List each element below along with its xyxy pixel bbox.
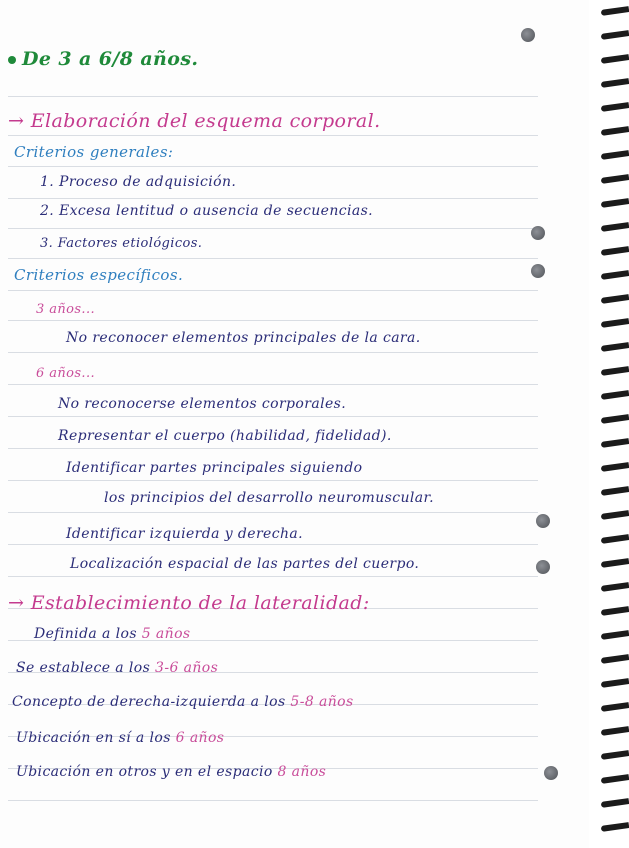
ruled-line — [8, 198, 538, 199]
punch-hole — [531, 264, 545, 278]
coil-icon — [601, 270, 629, 280]
coil-icon — [601, 342, 629, 352]
list-item: Representar el cuerpo (habilidad, fidelidad). — [58, 428, 392, 444]
list-item: 1. Proceso de adquisición. — [40, 174, 237, 190]
coil-icon — [601, 174, 629, 184]
punch-hole — [531, 226, 545, 240]
ruled-line — [8, 512, 538, 513]
coil-icon — [601, 654, 629, 664]
page-title: De 3 a 6/8 años. — [8, 48, 198, 70]
list-item: Se establece a los 3-6 años — [16, 660, 219, 676]
age-highlight: 8 años — [277, 764, 327, 780]
coil-icon — [601, 78, 629, 88]
list-item: los principios del desarrollo neuromuscular. — [104, 490, 434, 506]
coil-icon — [601, 54, 629, 64]
coil-icon — [601, 510, 629, 520]
ruled-line — [8, 448, 538, 449]
ruled-line — [8, 258, 538, 259]
coil-icon — [601, 294, 629, 304]
list-item: Ubicación en otros y en el espacio 8 años — [16, 764, 327, 780]
punch-hole — [521, 28, 535, 42]
section-heading: → Elaboración del esquema corporal. — [8, 110, 381, 132]
list-item: Ubicación en sí a los 6 años — [16, 730, 225, 746]
coil-icon — [601, 198, 629, 208]
coil-icon — [601, 390, 629, 400]
list-item: Identificar partes principales siguiendo — [66, 460, 363, 476]
criterios-generales-label: Criterios generales: — [14, 143, 174, 161]
ruled-line — [8, 544, 538, 545]
coil-icon — [601, 222, 629, 232]
coil-icon — [601, 438, 629, 448]
ruled-line — [8, 290, 538, 291]
age-highlight: 5-8 años — [290, 694, 354, 710]
list-item: 2. Excesa lentitud o ausencia de secuencias. — [40, 203, 374, 219]
coil-icon — [601, 30, 629, 40]
ruled-line — [8, 384, 538, 385]
section-heading: → Establecimiento de la lateralidad: — [8, 592, 370, 614]
coil-icon — [601, 150, 629, 160]
punch-hole — [536, 514, 550, 528]
list-item: No reconocer elementos principales de la cara. — [66, 330, 421, 346]
coil-icon — [601, 630, 629, 640]
ruled-line — [8, 96, 538, 97]
age-highlight: 3-6 años — [155, 660, 219, 676]
coil-icon — [601, 726, 629, 736]
ruled-line — [8, 320, 538, 321]
coil-icon — [601, 798, 629, 808]
coil-icon — [601, 702, 629, 712]
age-highlight: 6 años — [175, 730, 225, 746]
age-label: 3 años... — [36, 302, 96, 317]
punch-hole — [544, 766, 558, 780]
ruled-line — [8, 352, 538, 353]
criterios-especificos-label: Criterios específicos. — [14, 266, 184, 284]
list-item: Definida a los 5 años — [34, 626, 191, 642]
coil-icon — [601, 318, 629, 328]
list-item: No reconocerse elementos corporales. — [58, 396, 347, 412]
spiral-binding — [589, 0, 629, 848]
list-item: Concepto de derecha-izquierda a los 5-8 años — [12, 694, 354, 710]
coil-icon — [601, 462, 629, 472]
coil-icon — [601, 366, 629, 376]
ruled-line — [8, 480, 538, 481]
coil-icon — [601, 822, 629, 832]
coil-icon — [601, 486, 629, 496]
coil-icon — [601, 534, 629, 544]
coil-icon — [601, 582, 629, 592]
ruled-line — [8, 228, 538, 229]
coil-icon — [601, 558, 629, 568]
ruled-line — [8, 166, 538, 167]
coil-icon — [601, 126, 629, 136]
ruled-line — [8, 416, 538, 417]
bullet-icon — [8, 56, 16, 64]
coil-icon — [601, 774, 629, 784]
ruled-line — [8, 135, 538, 136]
coil-icon — [601, 6, 629, 16]
ruled-line — [8, 800, 538, 801]
list-item: 3. Factores etiológicos. — [40, 236, 203, 251]
coil-icon — [601, 678, 629, 688]
coil-icon — [601, 246, 629, 256]
punch-hole — [536, 560, 550, 574]
coil-icon — [601, 414, 629, 424]
coil-icon — [601, 750, 629, 760]
list-item: Identificar izquierda y derecha. — [66, 526, 303, 542]
age-label: 6 años... — [36, 366, 96, 381]
ruled-line — [8, 576, 538, 577]
list-item: Localización espacial de las partes del cuerpo. — [70, 556, 420, 572]
coil-icon — [601, 606, 629, 616]
age-highlight: 5 años — [141, 626, 191, 642]
coil-icon — [601, 102, 629, 112]
